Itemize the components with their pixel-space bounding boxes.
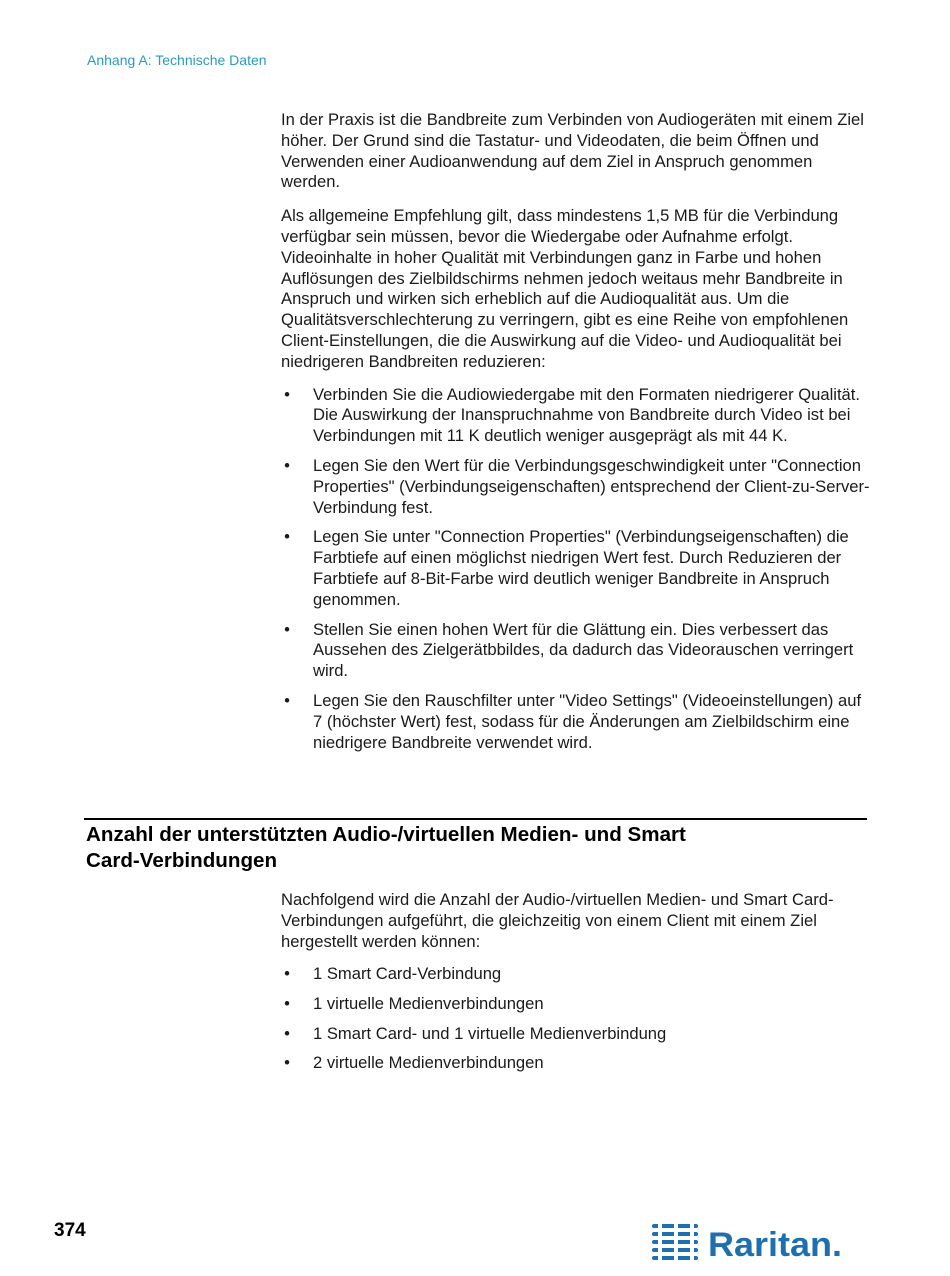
logo-wordmark: Raritan. bbox=[708, 1226, 842, 1264]
paragraph: In der Praxis ist die Bandbreite zum Verbinden von Audiogeräten mit einem Ziel höher. Der Grund sind die Tastatur- und Videodaten, die beim Öffnen und Verwenden einer Audioanwendung auf dem Ziel in Anspruch genommen werden. bbox=[281, 110, 864, 192]
raritan-emblem-icon bbox=[652, 1222, 698, 1262]
list-item bbox=[281, 964, 871, 985]
section-body bbox=[281, 110, 871, 762]
bullet-icon: • bbox=[284, 964, 290, 984]
list-item-text: Verbinden Sie die Audiowiedergabe mit den Formaten niedrigerer Qualität. Die Auswirkung der Inanspruchnahme von Bandbreite durch Video ist bei Verbindungen mit 11 K deutlich weniger ausgeprägt als mit 44 K. bbox=[313, 384, 861, 446]
list-item bbox=[281, 456, 871, 518]
paragraph: Als allgemeine Empfehlung gilt, dass mindestens 1,5 MB für die Verbindung verfügbar sein müssen, bevor die Wiedergabe oder Aufnahme erfolgt. Videoinhalte in hoher Qualität mit Verbindungen ganz in Farbe und hohen Auflösungen des Zielbildschirms nehmen jedoch weitaus mehr Bandbreite in Anspruch und wirken sich erheblich auf die Audioqualität aus. Um die Qualitätsverschlechterung zu verringern, gibt es eine Reihe von empfohlenen Client-Einstellungen, die die Auswirkung auf die Video- und Audioqualität bei niedrigeren Bandbreiten reduzieren: bbox=[281, 206, 849, 371]
list-item-text: Legen Sie den Wert für die Verbindungsgeschwindigkeit unter "Connection Properties" (Verbindungseigenschaften) entsprechend der Client-zu-Server-Verbindung fest. bbox=[313, 455, 870, 517]
list-item bbox=[281, 994, 871, 1015]
bullet-icon: • bbox=[284, 455, 290, 475]
list-item bbox=[281, 1024, 871, 1045]
section-body bbox=[281, 890, 871, 1083]
list-item-text: 2 virtuelle Medienverbindungen bbox=[313, 1053, 544, 1073]
section-heading-line: Card-Verbindungen bbox=[86, 849, 278, 872]
bullet-list bbox=[281, 964, 871, 1074]
section-heading bbox=[86, 822, 846, 874]
list-item bbox=[281, 691, 871, 753]
list-item-text: Stellen Sie einen hohen Wert für die Glättung ein. Dies verbessert das Aussehen des Zielgerätbbildes, da dadurch das Videorauschen verringert wird. bbox=[313, 619, 854, 681]
paragraph: Nachfolgend wird die Anzahl der Audio-/virtuellen Medien- und Smart Card-Verbindungen aufgeführt, die gleichzeitig von einem Client mit einem Ziel hergestellt werden können: bbox=[281, 890, 834, 951]
bullet-list bbox=[281, 385, 871, 754]
list-item-text: 1 Smart Card-Verbindung bbox=[313, 964, 502, 984]
list-item-text: 1 virtuelle Medienverbindungen bbox=[313, 993, 544, 1013]
bullet-icon: • bbox=[284, 527, 290, 547]
page-number: 374 bbox=[54, 1220, 86, 1241]
list-item bbox=[281, 620, 871, 682]
list-item bbox=[281, 527, 871, 610]
section-heading-line: Anzahl der unterstützten Audio-/virtuellen Medien- und Smart bbox=[86, 823, 686, 846]
bullet-icon: • bbox=[284, 1023, 290, 1043]
raritan-logo bbox=[652, 1216, 852, 1264]
section-divider bbox=[84, 818, 867, 820]
bullet-icon: • bbox=[284, 619, 290, 639]
bullet-icon: • bbox=[284, 690, 290, 710]
bullet-icon: • bbox=[284, 993, 290, 1013]
bullet-icon: • bbox=[284, 1053, 290, 1073]
bullet-icon: • bbox=[284, 384, 290, 404]
running-header: Anhang A: Technische Daten bbox=[87, 52, 267, 68]
list-item-text: Legen Sie unter "Connection Properties" (Verbindungseigenschaften) die Farbtiefe auf einen möglichst niedrigen Wert fest. Durch Reduzieren der Farbtiefe auf 8-Bit-Farbe wird deutlich weniger Bandbreite in Anspruch genommen. bbox=[313, 527, 849, 609]
list-item bbox=[281, 385, 871, 447]
list-item bbox=[281, 1053, 871, 1074]
list-item-text: Legen Sie den Rauschfilter unter "Video Settings" (Videoeinstellungen) auf 7 (höchster Wert) fest, sodass für die Änderungen am Zielbildschirm eine niedrigere Bandbreite verwendet wird. bbox=[313, 690, 862, 752]
list-item-text: 1 Smart Card- und 1 virtuelle Medienverbindung bbox=[313, 1023, 667, 1043]
